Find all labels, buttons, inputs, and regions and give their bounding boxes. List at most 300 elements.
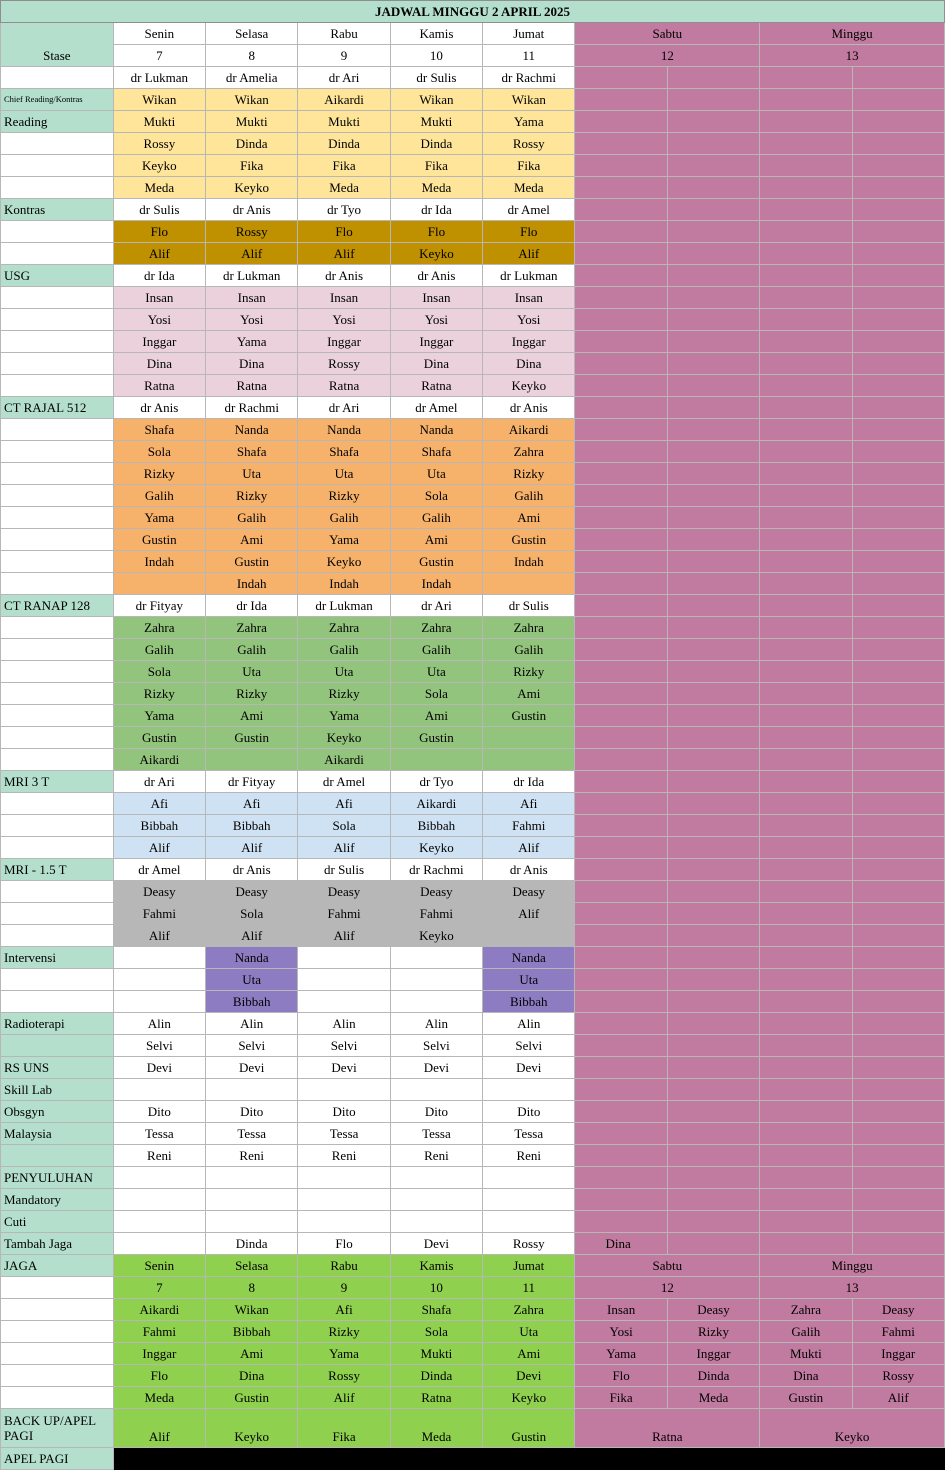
day-header[interactable]: Selasa xyxy=(206,23,298,45)
weekend-cell[interactable] xyxy=(852,155,944,177)
schedule-cell[interactable] xyxy=(113,991,205,1013)
schedule-cell[interactable]: Fahmi xyxy=(852,1321,944,1343)
weekend-cell[interactable] xyxy=(575,881,667,903)
weekend-cell[interactable] xyxy=(575,749,667,771)
schedule-cell[interactable] xyxy=(298,947,390,969)
schedule-cell[interactable]: dr Rachmi xyxy=(390,859,482,881)
schedule-cell[interactable] xyxy=(206,1211,298,1233)
black-cell[interactable] xyxy=(852,1448,944,1470)
schedule-cell[interactable]: Devi xyxy=(390,1233,482,1255)
weekend-cell[interactable] xyxy=(760,969,852,991)
weekend-cell[interactable] xyxy=(575,243,667,265)
schedule-cell[interactable] xyxy=(390,1167,482,1189)
schedule-cell[interactable]: Ratna xyxy=(113,375,205,397)
row-label-radioterapi[interactable]: Radioterapi xyxy=(1,1013,114,1035)
weekend-cell[interactable] xyxy=(667,1167,759,1189)
schedule-cell[interactable]: Keyko xyxy=(298,551,390,573)
schedule-cell[interactable]: Galih xyxy=(298,507,390,529)
schedule-cell[interactable]: Alif xyxy=(206,925,298,947)
schedule-cell[interactable]: dr Sulis xyxy=(390,67,482,89)
schedule-cell[interactable]: dr Anis xyxy=(206,199,298,221)
schedule-cell[interactable]: Mukti xyxy=(206,111,298,133)
schedule-cell[interactable]: Indah xyxy=(483,551,575,573)
date-header[interactable]: 9 xyxy=(298,45,390,67)
schedule-cell[interactable] xyxy=(483,925,575,947)
schedule-cell[interactable]: Indah xyxy=(298,573,390,595)
schedule-cell[interactable]: Flo xyxy=(298,1233,390,1255)
schedule-cell[interactable]: Inggar xyxy=(483,331,575,353)
schedule-cell[interactable]: Rizky xyxy=(206,485,298,507)
weekend-cell[interactable] xyxy=(667,441,759,463)
schedule-cell[interactable]: Reni xyxy=(390,1145,482,1167)
row-label[interactable] xyxy=(1,991,114,1013)
schedule-cell[interactable]: Galih xyxy=(390,507,482,529)
row-label-ct_ranap[interactable]: CT RANAP 128 xyxy=(1,595,114,617)
weekend-cell[interactable] xyxy=(760,771,852,793)
day-header[interactable]: Kamis xyxy=(390,23,482,45)
weekend-cell[interactable] xyxy=(667,1211,759,1233)
weekend-cell[interactable] xyxy=(667,859,759,881)
row-label[interactable] xyxy=(1,793,114,815)
schedule-cell[interactable]: Alif xyxy=(483,243,575,265)
schedule-cell[interactable] xyxy=(113,1167,205,1189)
row-label[interactable] xyxy=(1,617,114,639)
weekend-cell[interactable] xyxy=(575,397,667,419)
schedule-cell[interactable]: Zahra xyxy=(483,617,575,639)
schedule-cell[interactable] xyxy=(390,1189,482,1211)
weekend-cell[interactable] xyxy=(760,1233,852,1255)
weekend-cell[interactable] xyxy=(575,177,667,199)
weekend-cell[interactable] xyxy=(667,265,759,287)
schedule-cell[interactable]: dr Rachmi xyxy=(206,397,298,419)
row-label-reading[interactable]: Reading xyxy=(1,111,114,133)
schedule-cell[interactable] xyxy=(113,1189,205,1211)
schedule-cell[interactable]: Bibbah xyxy=(206,991,298,1013)
schedule-cell[interactable] xyxy=(113,969,205,991)
schedule-cell[interactable]: dr Amel xyxy=(113,859,205,881)
weekend-cell[interactable] xyxy=(760,1013,852,1035)
schedule-cell[interactable]: Ami xyxy=(483,683,575,705)
schedule-cell[interactable]: Meda xyxy=(390,177,482,199)
weekend-cell[interactable] xyxy=(852,881,944,903)
weekend-cell[interactable] xyxy=(667,1189,759,1211)
schedule-cell[interactable]: Galih xyxy=(206,639,298,661)
schedule-cell[interactable]: Yama xyxy=(298,705,390,727)
schedule-cell[interactable]: dr Rachmi xyxy=(483,67,575,89)
schedule-cell[interactable]: dr Ari xyxy=(113,771,205,793)
schedule-cell[interactable]: Rizky xyxy=(667,1321,759,1343)
schedule-cell[interactable]: Tessa xyxy=(113,1123,205,1145)
weekend-cell[interactable] xyxy=(760,859,852,881)
schedule-cell[interactable]: Fika xyxy=(206,155,298,177)
schedule-cell[interactable]: Yama xyxy=(113,507,205,529)
weekend-cell[interactable] xyxy=(575,353,667,375)
schedule-cell[interactable]: Gustin xyxy=(390,727,482,749)
schedule-cell[interactable]: Deasy xyxy=(113,881,205,903)
schedule-cell[interactable]: Insan xyxy=(390,287,482,309)
weekend-cell[interactable] xyxy=(575,1145,667,1167)
schedule-cell[interactable]: Meda xyxy=(113,1387,205,1409)
schedule-cell[interactable]: Yosi xyxy=(298,309,390,331)
row-label-mri3[interactable]: MRI 3 T xyxy=(1,771,114,793)
weekend-cell[interactable] xyxy=(667,309,759,331)
weekend-cell[interactable] xyxy=(667,661,759,683)
schedule-cell[interactable]: dr Ida xyxy=(483,771,575,793)
schedule-cell[interactable]: Deasy xyxy=(483,881,575,903)
weekend-cell[interactable] xyxy=(667,969,759,991)
schedule-cell[interactable]: Dinda xyxy=(390,1365,482,1387)
schedule-cell[interactable]: Meda xyxy=(298,177,390,199)
row-label[interactable] xyxy=(1,419,114,441)
row-label[interactable] xyxy=(1,573,114,595)
weekend-cell[interactable] xyxy=(667,375,759,397)
weekend-cell[interactable] xyxy=(575,67,667,89)
schedule-cell[interactable]: Dina xyxy=(113,353,205,375)
schedule-cell[interactable]: Keyko xyxy=(390,925,482,947)
schedule-cell[interactable]: Reni xyxy=(206,1145,298,1167)
schedule-cell[interactable]: Bibbah xyxy=(206,815,298,837)
row-label[interactable] xyxy=(1,837,114,859)
schedule-cell[interactable]: Fika xyxy=(483,155,575,177)
schedule-cell[interactable]: Yama xyxy=(575,1343,667,1365)
schedule-cell[interactable]: Uta xyxy=(206,661,298,683)
weekend-cell[interactable] xyxy=(760,1035,852,1057)
schedule-cell[interactable]: Gustin xyxy=(206,727,298,749)
schedule-cell[interactable]: Shafa xyxy=(113,419,205,441)
row-label[interactable] xyxy=(1,1145,114,1167)
schedule-cell[interactable]: Mukti xyxy=(390,1343,482,1365)
row-label-kontras[interactable]: Kontras xyxy=(1,199,114,221)
schedule-cell[interactable]: Devi xyxy=(483,1365,575,1387)
weekend-cell[interactable] xyxy=(667,617,759,639)
row-label[interactable] xyxy=(1,67,114,89)
schedule-cell[interactable]: Alif xyxy=(113,243,205,265)
date-header[interactable]: 11 xyxy=(483,1277,575,1299)
weekend-cell[interactable] xyxy=(760,1123,852,1145)
row-label[interactable] xyxy=(1,1343,114,1365)
weekend-cell[interactable] xyxy=(760,793,852,815)
weekend-cell[interactable] xyxy=(852,485,944,507)
weekend-cell[interactable] xyxy=(575,705,667,727)
schedule-cell[interactable]: Gustin xyxy=(483,1409,575,1448)
weekend-cell[interactable] xyxy=(575,1057,667,1079)
schedule-cell[interactable]: Rossy xyxy=(113,133,205,155)
schedule-cell[interactable]: Alif xyxy=(483,903,575,925)
weekend-cell[interactable] xyxy=(575,727,667,749)
weekend-cell[interactable] xyxy=(575,551,667,573)
row-label-malaysia[interactable]: Malaysia xyxy=(1,1123,114,1145)
weekend-cell[interactable] xyxy=(667,419,759,441)
weekend-cell[interactable] xyxy=(852,1035,944,1057)
weekend-cell[interactable] xyxy=(667,155,759,177)
schedule-cell[interactable] xyxy=(206,1167,298,1189)
row-label[interactable] xyxy=(1,1035,114,1057)
weekend-cell[interactable] xyxy=(667,111,759,133)
weekend-cell[interactable] xyxy=(760,749,852,771)
schedule-cell[interactable]: Ratna xyxy=(206,375,298,397)
schedule-cell[interactable]: Ami xyxy=(206,1343,298,1365)
black-cell[interactable] xyxy=(113,1448,205,1470)
weekend-cell[interactable] xyxy=(852,1079,944,1101)
black-cell[interactable] xyxy=(483,1448,575,1470)
schedule-cell[interactable]: Selvi xyxy=(298,1035,390,1057)
weekend-cell[interactable] xyxy=(852,705,944,727)
date-header[interactable]: 7 xyxy=(113,1277,205,1299)
black-cell[interactable] xyxy=(760,1448,852,1470)
weekend-cell[interactable] xyxy=(760,903,852,925)
schedule-cell[interactable]: Galih xyxy=(483,639,575,661)
schedule-cell[interactable]: Keyko xyxy=(390,243,482,265)
weekend-cell[interactable] xyxy=(667,793,759,815)
weekend-cell[interactable] xyxy=(760,375,852,397)
schedule-cell[interactable]: Yosi xyxy=(113,309,205,331)
schedule-cell[interactable]: Keyko xyxy=(206,177,298,199)
schedule-cell[interactable]: Ami xyxy=(206,529,298,551)
schedule-cell[interactable]: Aikardi xyxy=(483,419,575,441)
stase-label[interactable]: Stase xyxy=(1,23,114,67)
row-label[interactable] xyxy=(1,331,114,353)
weekend-cell[interactable] xyxy=(852,133,944,155)
weekend-cell[interactable] xyxy=(760,331,852,353)
schedule-cell[interactable] xyxy=(483,1167,575,1189)
schedule-cell[interactable]: Uta xyxy=(298,661,390,683)
schedule-cell[interactable]: Flo xyxy=(113,221,205,243)
row-label[interactable] xyxy=(1,551,114,573)
schedule-cell[interactable]: dr Anis xyxy=(113,397,205,419)
schedule-cell[interactable]: Yosi xyxy=(575,1321,667,1343)
day-header[interactable]: Sabtu xyxy=(575,23,760,45)
schedule-cell[interactable]: dr Tyo xyxy=(390,771,482,793)
schedule-cell[interactable]: Shafa xyxy=(206,441,298,463)
date-header[interactable]: 7 xyxy=(113,45,205,67)
schedule-cell[interactable]: Yama xyxy=(206,331,298,353)
row-label[interactable] xyxy=(1,639,114,661)
schedule-cell[interactable]: Alin xyxy=(113,1013,205,1035)
weekend-cell[interactable] xyxy=(760,221,852,243)
weekend-cell[interactable] xyxy=(760,815,852,837)
schedule-cell[interactable]: Ratna xyxy=(298,375,390,397)
schedule-cell[interactable]: dr Ari xyxy=(390,595,482,617)
schedule-cell[interactable] xyxy=(483,1211,575,1233)
schedule-cell[interactable]: Sola xyxy=(113,661,205,683)
weekend-cell[interactable] xyxy=(852,177,944,199)
schedule-cell[interactable]: Inggar xyxy=(113,1343,205,1365)
row-label[interactable] xyxy=(1,705,114,727)
schedule-cell[interactable]: Galih xyxy=(760,1321,852,1343)
date-header[interactable]: 11 xyxy=(483,45,575,67)
schedule-cell[interactable]: dr Amelia xyxy=(206,67,298,89)
weekend-cell[interactable] xyxy=(667,507,759,529)
schedule-cell[interactable]: Insan xyxy=(113,287,205,309)
schedule-cell[interactable]: Rizky xyxy=(298,683,390,705)
row-label[interactable] xyxy=(1,1299,114,1321)
weekend-cell[interactable] xyxy=(852,309,944,331)
weekend-cell[interactable] xyxy=(760,89,852,111)
weekend-cell[interactable] xyxy=(667,573,759,595)
weekend-cell[interactable] xyxy=(760,573,852,595)
weekend-cell[interactable] xyxy=(852,331,944,353)
schedule-cell[interactable]: Flo xyxy=(298,221,390,243)
row-label-skill_lab[interactable]: Skill Lab xyxy=(1,1079,114,1101)
weekend-cell[interactable] xyxy=(760,1189,852,1211)
schedule-cell[interactable]: Zahra xyxy=(390,617,482,639)
weekend-cell[interactable] xyxy=(852,287,944,309)
schedule-cell[interactable]: Zahra xyxy=(760,1299,852,1321)
schedule-cell[interactable]: Fika xyxy=(298,1409,390,1448)
schedule-cell[interactable]: Fahmi xyxy=(113,1321,205,1343)
schedule-cell[interactable]: Yosi xyxy=(390,309,482,331)
day-header[interactable]: Minggu xyxy=(760,1255,945,1277)
weekend-cell[interactable] xyxy=(852,771,944,793)
weekend-cell[interactable] xyxy=(575,1035,667,1057)
row-label[interactable] xyxy=(1,749,114,771)
weekend-cell[interactable] xyxy=(760,441,852,463)
schedule-cell[interactable]: Meda xyxy=(483,177,575,199)
schedule-cell[interactable] xyxy=(113,1079,205,1101)
schedule-cell[interactable]: dr Sulis xyxy=(113,199,205,221)
schedule-cell[interactable]: Keyko xyxy=(390,837,482,859)
schedule-cell[interactable]: Rossy xyxy=(298,353,390,375)
schedule-cell[interactable]: Yosi xyxy=(483,309,575,331)
schedule-cell[interactable] xyxy=(206,1189,298,1211)
row-label[interactable] xyxy=(1,133,114,155)
schedule-cell[interactable]: Alif xyxy=(113,925,205,947)
weekend-cell[interactable] xyxy=(575,287,667,309)
schedule-cell[interactable]: Alin xyxy=(298,1013,390,1035)
schedule-cell[interactable]: Rossy xyxy=(483,133,575,155)
schedule-cell[interactable]: Rizky xyxy=(298,485,390,507)
weekend-cell[interactable] xyxy=(667,903,759,925)
schedule-cell[interactable]: Ami xyxy=(483,1343,575,1365)
weekend-cell[interactable] xyxy=(852,243,944,265)
schedule-cell[interactable]: Insan xyxy=(575,1299,667,1321)
schedule-cell[interactable]: Mukti xyxy=(113,111,205,133)
schedule-cell[interactable]: Selvi xyxy=(206,1035,298,1057)
weekend-cell[interactable] xyxy=(575,265,667,287)
schedule-cell[interactable]: dr Ari xyxy=(298,397,390,419)
weekend-cell[interactable] xyxy=(852,199,944,221)
schedule-cell[interactable]: dr Sulis xyxy=(298,859,390,881)
schedule-cell[interactable]: Dito xyxy=(113,1101,205,1123)
schedule-cell[interactable]: dr Ari xyxy=(298,67,390,89)
weekend-cell[interactable] xyxy=(667,881,759,903)
weekend-cell[interactable] xyxy=(667,991,759,1013)
schedule-cell[interactable] xyxy=(390,991,482,1013)
schedule-cell[interactable]: Inggar xyxy=(298,331,390,353)
schedule-cell[interactable]: Galih xyxy=(298,639,390,661)
schedule-cell[interactable]: Insan xyxy=(298,287,390,309)
day-header[interactable]: Sabtu xyxy=(575,1255,760,1277)
weekend-cell[interactable] xyxy=(852,969,944,991)
schedule-cell[interactable]: Rizky xyxy=(113,683,205,705)
weekend-cell[interactable] xyxy=(667,463,759,485)
weekend-cell[interactable] xyxy=(760,133,852,155)
weekend-cell[interactable] xyxy=(575,1013,667,1035)
date-header[interactable]: 13 xyxy=(760,1277,945,1299)
weekend-cell[interactable] xyxy=(575,331,667,353)
weekend-cell[interactable] xyxy=(667,331,759,353)
weekend-cell[interactable] xyxy=(575,1101,667,1123)
schedule-cell[interactable]: dr Lukman xyxy=(483,265,575,287)
schedule-cell[interactable] xyxy=(390,1079,482,1101)
schedule-cell[interactable]: Dina xyxy=(575,1233,667,1255)
schedule-cell[interactable]: Rizky xyxy=(206,683,298,705)
weekend-cell[interactable] xyxy=(667,639,759,661)
schedule-cell[interactable]: Uta xyxy=(298,463,390,485)
weekend-cell[interactable] xyxy=(667,771,759,793)
weekend-cell[interactable] xyxy=(575,947,667,969)
schedule-cell[interactable]: Bibbah xyxy=(113,815,205,837)
schedule-cell[interactable]: Devi xyxy=(390,1057,482,1079)
schedule-cell[interactable]: Ami xyxy=(483,507,575,529)
date-header[interactable]: 10 xyxy=(390,1277,482,1299)
weekend-cell[interactable] xyxy=(852,89,944,111)
schedule-cell[interactable]: Afi xyxy=(298,1299,390,1321)
weekend-cell[interactable] xyxy=(760,1057,852,1079)
schedule-cell[interactable]: Selvi xyxy=(483,1035,575,1057)
weekend-cell[interactable] xyxy=(760,925,852,947)
schedule-cell[interactable]: Mukti xyxy=(298,111,390,133)
schedule-cell[interactable] xyxy=(483,1079,575,1101)
weekend-cell[interactable] xyxy=(760,463,852,485)
date-header[interactable]: 12 xyxy=(575,45,760,67)
day-header[interactable]: Rabu xyxy=(298,1255,390,1277)
weekend-cell[interactable] xyxy=(667,551,759,573)
weekend-cell[interactable] xyxy=(852,661,944,683)
schedule-cell[interactable]: Rossy xyxy=(206,221,298,243)
schedule-cell[interactable] xyxy=(483,749,575,771)
weekend-cell[interactable] xyxy=(575,859,667,881)
schedule-cell[interactable]: Shafa xyxy=(390,1299,482,1321)
schedule-cell[interactable]: Alif xyxy=(113,837,205,859)
weekend-cell[interactable] xyxy=(852,947,944,969)
row-label[interactable] xyxy=(1,529,114,551)
weekend-cell[interactable] xyxy=(852,573,944,595)
weekend-cell[interactable] xyxy=(760,485,852,507)
schedule-cell[interactable]: Shafa xyxy=(390,441,482,463)
schedule-cell[interactable]: Devi xyxy=(298,1057,390,1079)
schedule-cell[interactable]: Nanda xyxy=(298,419,390,441)
schedule-cell[interactable]: Yama xyxy=(298,529,390,551)
weekend-cell[interactable] xyxy=(760,661,852,683)
schedule-cell[interactable]: Alif xyxy=(298,837,390,859)
schedule-cell[interactable]: Dito xyxy=(206,1101,298,1123)
weekend-cell[interactable] xyxy=(667,1123,759,1145)
date-header[interactable]: 12 xyxy=(575,1277,760,1299)
weekend-cell[interactable] xyxy=(760,551,852,573)
schedule-cell[interactable]: Afi xyxy=(483,793,575,815)
weekend-cell[interactable] xyxy=(760,67,852,89)
weekend-cell[interactable] xyxy=(575,463,667,485)
weekend-cell[interactable] xyxy=(760,639,852,661)
day-header[interactable]: Minggu xyxy=(760,23,945,45)
schedule-cell[interactable]: dr Anis xyxy=(483,859,575,881)
weekend-cell[interactable] xyxy=(852,265,944,287)
row-label[interactable] xyxy=(1,507,114,529)
schedule-cell[interactable] xyxy=(390,749,482,771)
weekend-cell[interactable] xyxy=(667,287,759,309)
schedule-cell[interactable]: Aikardi xyxy=(113,1299,205,1321)
black-cell[interactable] xyxy=(667,1448,759,1470)
row-label-rs_uns[interactable]: RS UNS xyxy=(1,1057,114,1079)
schedule-cell[interactable]: Keyko xyxy=(206,1409,298,1448)
row-label-mandatory[interactable]: Mandatory xyxy=(1,1189,114,1211)
weekend-cell[interactable] xyxy=(760,1079,852,1101)
schedule-cell[interactable]: Inggar xyxy=(667,1343,759,1365)
row-label[interactable] xyxy=(1,661,114,683)
weekend-cell[interactable] xyxy=(760,111,852,133)
weekend-cell[interactable] xyxy=(575,111,667,133)
